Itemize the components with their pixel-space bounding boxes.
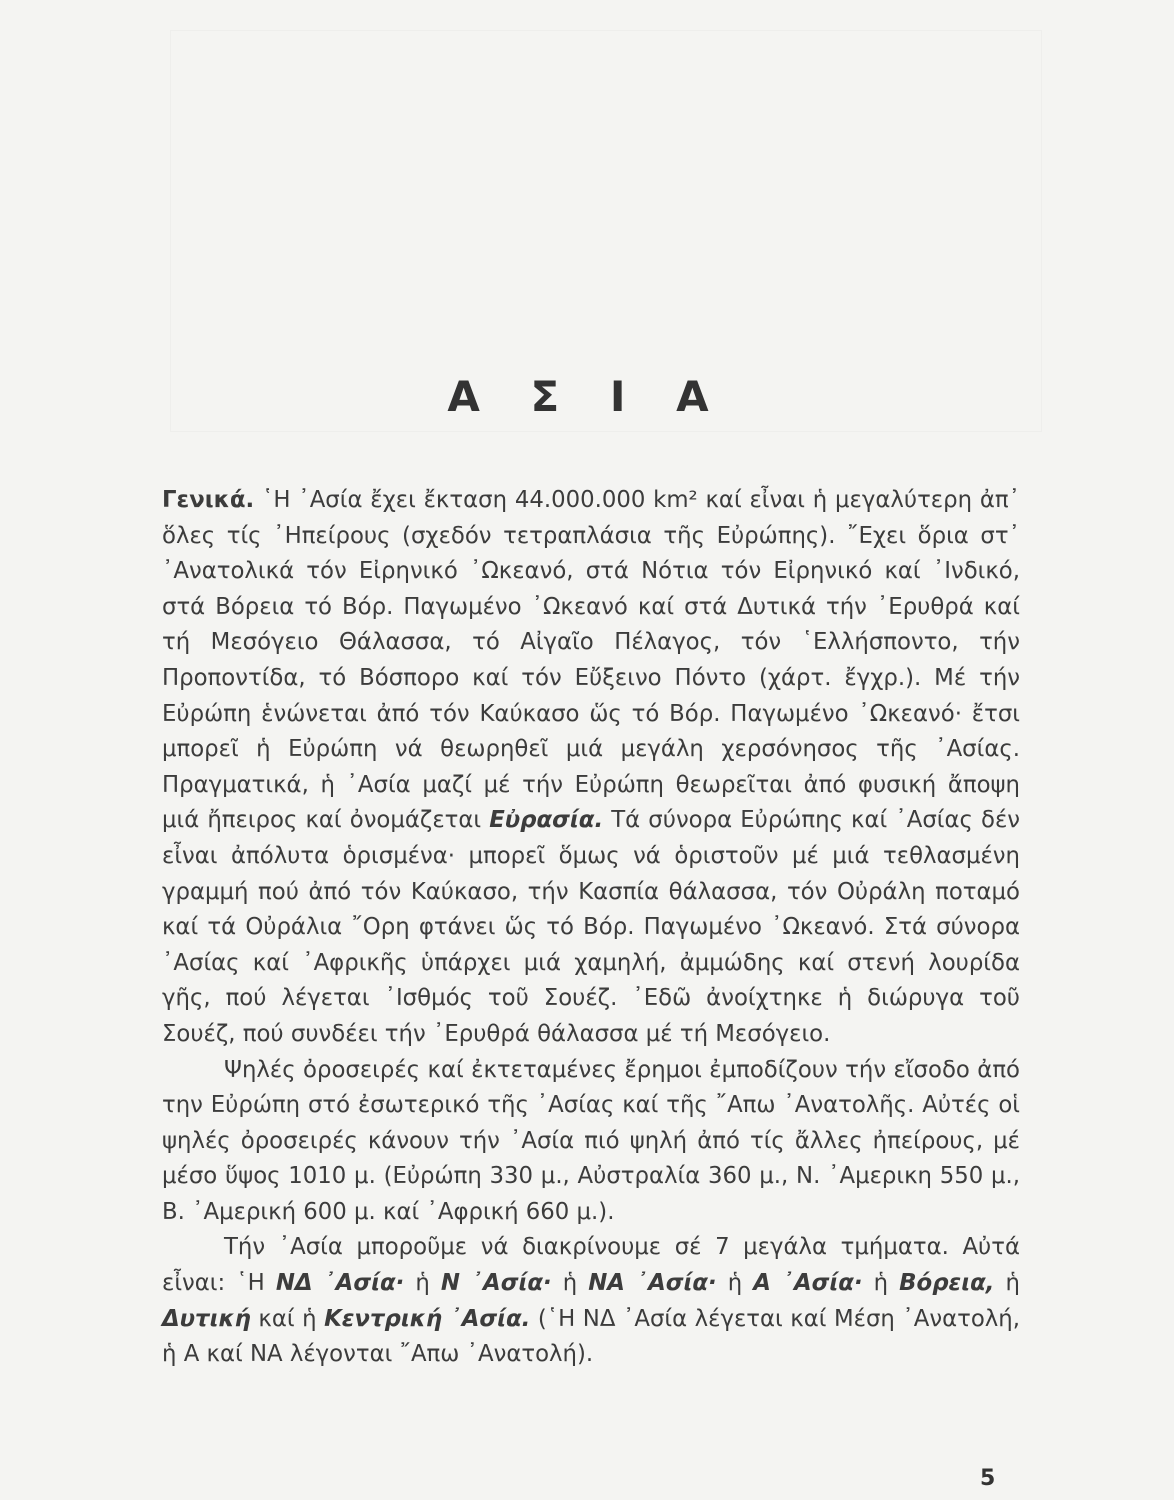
- page-number: 5: [980, 1466, 996, 1491]
- region-s-asia: Ν ᾿Ασία·: [440, 1270, 552, 1297]
- region-e-asia: Α ᾿Ασία·: [753, 1270, 863, 1297]
- region-north: Βόρεια,: [899, 1270, 995, 1297]
- paragraph-text: ἡ: [716, 1270, 754, 1297]
- paragraph-text: ἡ: [551, 1270, 589, 1297]
- paragraph-text: ῾Η ᾿Ασία ἔχει ἔκταση 44.000.000 km² καί εἶναι ἡ μεγαλύτερη ἀπ᾿ ὅλες τίς ᾿Ηπείρους (σχεδόν τετραπλάσια τῆς Εὐρώπης). ῎Εχει ὅρια στ᾿ ᾿Ανατολικά τόν Εἰρηνικό ᾿Ωκεανό, στά Νότια τόν Εἰρηνικό καί ᾿Ινδικό, στά Βόρεια τό Βόρ. Παγωμένο ᾿Ωκεανό καί στά Δυτικά τήν ᾿Ερυθρά καί τή Μεσόγειο Θάλασσα, τό Αἰγαῖο Πέλαγος, τόν ῾Ελλήσποντο, τήν Προποντίδα, τό Βόσπορο καί τόν Εὔξεινο Πόντο (χάρτ. ἔγχρ.). Μέ τήν Εὐρώπη ἑνώνεται ἀπό τόν Καύκασο ὥς τό Βόρ. Παγωμένο ᾿Ωκεανό· ἔτσι μπορεῖ ἡ Εὐρώπη νά θεωρηθεῖ μιά μεγάλη χερσόνησος τῆς ᾿Ασίας. Πραγματικά, ἡ ᾿Ασία μαζί μέ τήν Εὐρώπη θεωρεῖται ἀπό φυσική ἄποψη μιά ἤπειρος καί ὀνομάζεται: [162, 487, 1020, 834]
- paragraph-text: Τήν ᾿Ασία μποροῦμε νά διακρίνουμε σέ 7 μεγάλα τμήματα. Αὐτά εἶναι: ῾Η: [162, 1234, 1020, 1297]
- paragraph-text: (῾Η ΝΔ ᾿Ασία λέγεται καί Μέση ᾿Ανατολή, ἡ Α καί ΝΑ λέγονται ῎Απω ᾿Ανατολή).: [162, 1305, 1020, 1368]
- paragraph-regions: [162, 1230, 1020, 1372]
- region-central-asia: Κεντρική ᾿Ασία.: [324, 1305, 531, 1332]
- chapter-title: Α Σ Ι Α: [447, 372, 727, 421]
- paragraph-text: ἡ: [862, 1270, 900, 1297]
- paragraph-text: Τά σύνορα Εὐρώπης καί ᾿Ασίας δέν εἶναι ἀπόλυτα ὁρισμένα· μπορεῖ ὅμως νά ὁριστοῦν μέ μιά τεθλασμένη γραμμή πού ἀπό τόν Καύκασο, τήν Κασπία θάλασσα, τόν Οὐράλη ποταμό καί τά Οὐράλια ῎Ορη φτάνει ὥς τό Βόρ. Παγωμένο ᾿Ωκεανό. Στά σύνορα ᾿Ασίας καί ᾿Αφρικῆς ὑπάρχει μιά χαμηλή, ἀμμώδης καί στενή λουρίδα γῆς, πού λέγεται ᾿Ισθμός τοῦ Σουέζ. ᾿Εδῶ ἀνοίχτηκε ἡ διώρυγα τοῦ Σουέζ, πού συνδέει τήν ᾿Ερυθρά θάλασσα μέ τή Μεσόγειο.: [162, 807, 1021, 1047]
- paragraph-mountains: Ψηλές ὀροσειρές καί ἐκτεταμένες ἔρημοι ἐμποδίζουν τήν εἴσοδο ἀπό την Εὐρώπη στό ἐσωτερικό τῆς ᾿Ασίας καί τῆς ῎Απω ᾿Ανατολῆς. Αὐτές οἱ ψηλές ὀροσειρές κάνουν τήν ᾿Ασία πιό ψηλή ἀπό τίς ἄλλες ἠπείρους, μέ μέσο ὕψος 1010 μ. (Εὐρώπη 330 μ., Αὐστραλία 360 μ., Ν. ᾿Αμερικη 550 μ., Β. ᾿Αμερική 600 μ. καί ᾿Αφρική 660 μ.).: [162, 1056, 1020, 1225]
- paragraph-text: ἡ: [994, 1270, 1020, 1297]
- emphasis-eurasia: Εὐρασία.: [489, 807, 604, 834]
- region-sw-asia: ΝΔ ᾿Ασία·: [275, 1270, 405, 1297]
- section-lead: Γενικά.: [162, 487, 255, 513]
- paragraph-text: ἡ: [404, 1270, 441, 1297]
- paragraph-text: καί ἡ: [250, 1305, 325, 1332]
- paragraph-general: [162, 483, 1020, 1053]
- region-west: Δυτική: [162, 1305, 251, 1332]
- body-text: [162, 483, 1020, 1373]
- region-se-asia: ΝΑ ᾿Ασία·: [588, 1270, 717, 1297]
